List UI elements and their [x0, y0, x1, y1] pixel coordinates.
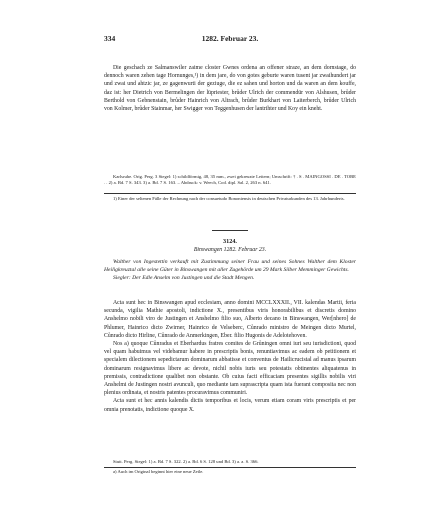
previous-document-text	[104, 64, 356, 113]
document-source	[104, 459, 356, 465]
footnote-separator	[104, 193, 356, 194]
body-paragraph-1: Acta sunt hec in Binswangen apud ecclesiam, anno domini MCCLXXXII., VII. kalendas Martii, feria secunda, vigilia Mathie apostoli, indictione X., presentibus viris honorabilibus et discretis domino Anshelmo nobili viro de Justingen et Anshelmo filio suo, Alberto decano in Binswangen, Wer[nhero] de Phlumer, Hainrico dicto Zwirner, Hainrico de Velseberc, Cůnrado ministro de Meingen dicto Murtel, Cůnrado dicto Hirline, Cůnrado de Anmerkingen, Eber. filio Hugonis de Adelotehoven.	[104, 300, 356, 339]
previous-document-paragraph: Die geschach ze Salmanswiler zaime closter Gwnes ordena an offener straze, an dem dornstage, do dennoch waren zehen tage Hornunges,¹) in dem jare, do von gotes geburte waren tusent jar zwaihundert jar und zwai und ahtzic jar, ze gagenwurti der geziuge, die ez sahen und horton und da waren an dem kouffe, daz ist: her Dietrich von Bermelingen der lüpriester, brůder Ulrich der commendür von Alshusen, brůder Berthold von Gebnenstain, brůder Hainrich von Altrach, brůder Burkhart von Laiterberch, brůder Ulrich von Kolmer, brůder Stainmar, her Swigger von Teggenhusen der lantrihter und Koy ein kneht.	[104, 65, 356, 113]
previous-document-footnote	[104, 196, 356, 202]
source-note: Stutt. Perg. Siegel: 1) a. Bd. 7 S. 322. 2) a. Bd. 6 S. 128 und Bd. 3) a. a. S. 366.	[113, 459, 259, 464]
document-divider	[212, 230, 248, 231]
document-date-line: Binswangen 1282. Februar 23.	[193, 247, 267, 253]
regest: Walther von Ingestettin verkauft mit Zustimmung seiner Frau und seines Sohnes Walther dem Kloster Heiligkreuztal alle seine Güter in Binswangen mit aller Zugehörde um 29 Mark Silber Memminger Gewichts.	[104, 259, 356, 273]
document-footnote	[104, 469, 356, 475]
footnote-separator	[104, 467, 356, 468]
running-title: 1282. Februar 23.	[201, 34, 259, 43]
footnote: a) Auch im Original beginnt hier eine neue Zeile.	[113, 469, 204, 474]
page-header	[104, 34, 356, 46]
page-number: 334	[104, 34, 116, 43]
body-paragraph-2: Nos a) quoque Cůnradus et Eberhardus fratres comites de Grůningen omni iuri seu iurisdictioni, quod vel quam habuimus vel videbamur habere in prescriptis bonis, renuntiavimus ac eadem ob petitionem et specialem dilectionem sepedictarum dominarum abbatisse et conventus de Hailicrucistal ad manus ipsarum dominarum resignavimus libere ac devote, nichil nobis iuris seu potestatis obtinentes aliquatenus in premissis, contradictione qualibet non obstante. Ob cuius facti efficaciam presentes sigillis nobilis viri Anshelmi de Justingen nostri avunculi, quo mediante tam suprascripta quam ista fuerant composita nec non plenius ordinata, et nostris patentes procuravimus communiri.	[104, 341, 356, 397]
footnote: 1) Einer der seltenen Fälle der Rechnung nach der consuetudo Bononiensis in deutschen Privaturkunden des 13. Jahrhunderts.	[113, 196, 345, 201]
sieglers: Siegler: Der Edle Anselm von Justingen und die Stadt Mengen.	[113, 274, 255, 281]
document-body	[104, 299, 356, 414]
body-paragraph-3: Acta sunt et hec annis kalendis dictis temporibus et locis, verum etiam coram viris prescriptis et per omnia prenotatis, indictione quoque X.	[104, 398, 356, 413]
document-number: 3124.	[223, 238, 237, 245]
source-note: Karlsruhe. Orig. Perg. 3 Siegel: 1) schildförmig, 48, 35 mm., zwei gekreuzte Leitern; Umschrift: † . S . MAINGOSSI . DE . TOBE . . 2) a. Bd. 7 S. 343. 3) a. Bd. 7 S. 163. – Abdruck: v. Weech, Cod. dipl. Sal. 2, 263 n. 641.	[104, 174, 356, 186]
regest-block	[104, 259, 356, 282]
previous-document-source	[104, 174, 356, 186]
